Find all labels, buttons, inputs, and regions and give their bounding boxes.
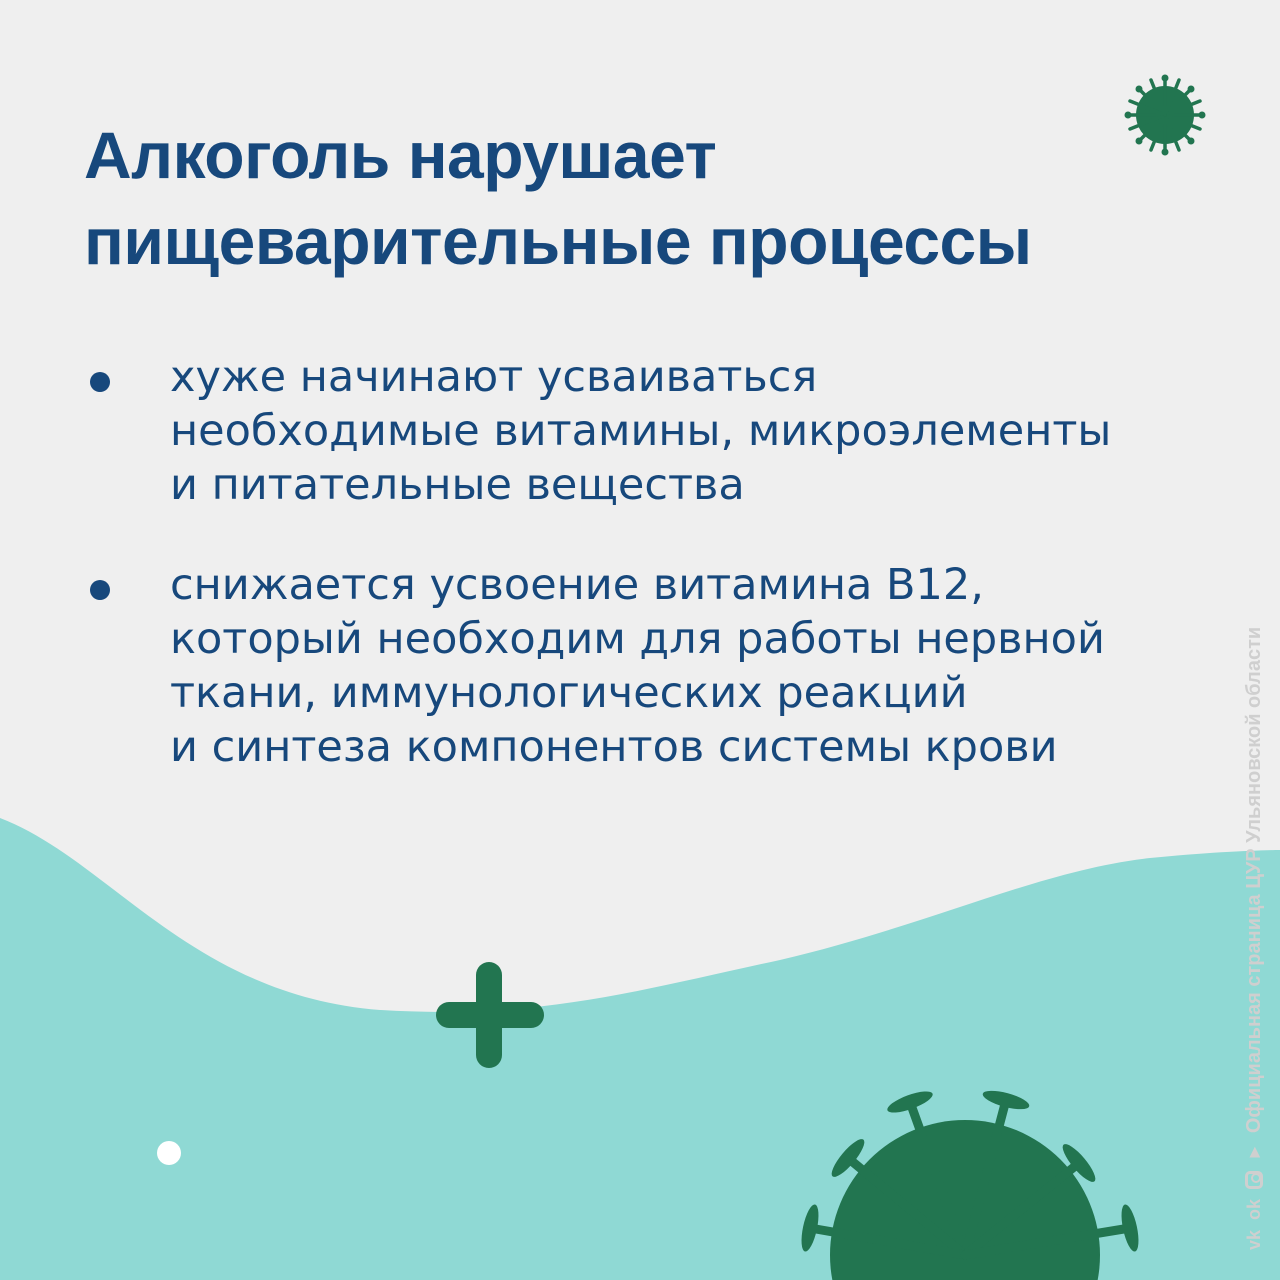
side-caption-text: Официальная страница ЦУР Ульяновской области <box>1243 626 1265 1134</box>
bullet-text-line: и синтеза компонентов системы крови <box>170 722 1058 772</box>
telegram-icon: ► <box>1244 1143 1264 1161</box>
page-title <box>84 112 1144 284</box>
bullet-text-line: и питательные вещества <box>170 460 745 510</box>
bullet-text-line: который необходим для работы нервной <box>170 614 1105 664</box>
bullet-text-line: хуже начинают усваиваться <box>170 352 818 402</box>
bullet-item <box>84 558 1204 774</box>
title-line-2: пищеварительные процессы <box>84 204 1032 278</box>
side-caption <box>1244 627 1264 1250</box>
bullet-dot <box>90 372 110 392</box>
bullet-item <box>84 350 1204 512</box>
vk-icon: vk <box>1244 1229 1264 1250</box>
bullet-text-line: ткани, иммунологических реакций <box>170 668 968 718</box>
bullet-list <box>84 350 1204 820</box>
bullet-text-line: необходимые витамины, микроэлементы <box>170 406 1112 456</box>
odnoklassniki-icon: ok <box>1244 1198 1264 1220</box>
instagram-icon <box>1245 1171 1263 1189</box>
title-line-1: Алкоголь нарушает <box>84 118 717 192</box>
dot-icon <box>157 1141 181 1165</box>
bullet-dot <box>90 580 110 600</box>
bullet-text-line: снижается усвоение витамина B12, <box>170 560 984 610</box>
